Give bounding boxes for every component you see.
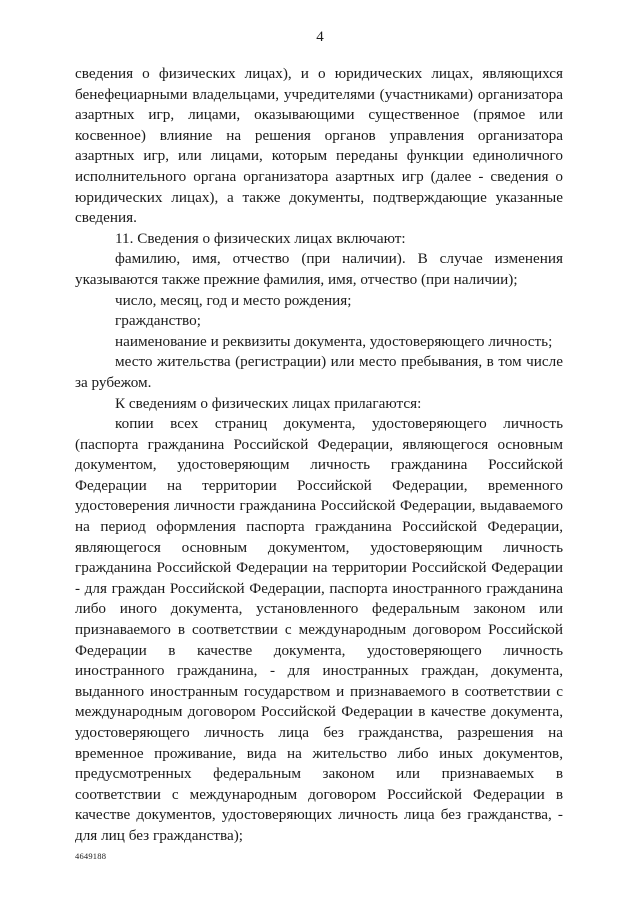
paragraph-continuation: сведения о физических лицах), и о юридических лицах, являющихся бенефециарными владельцами, учредителями (участниками) организатора азартных игр, лицами, оказывающими существенное (прямое или косвенное) влияние на решения органов управления организатора азартных игр, или лицами, которым переданы функции единоличного исполнительного органа организатора азартных игр (далее - сведения о юридических лицах), а также документы, подтверждающие указанные сведения. (75, 65, 563, 227)
document-id: 4649188 (75, 851, 107, 861)
paragraph-document-copies: копии всех страниц документа, удостоверяющего личность (паспорта гражданина Российской Федерации, являющегося основным документом, удостоверяющим личность гражданина Российской Федерации на территории Российской Федерации, временного удостоверения личности гражданина Российской Федерации, выдаваемого на период оформления паспорта гражданина Российской Федерации, являющегося основным документом, удостоверяющим личность гражданина Российской Федерации на территории Российской Федерации - для граждан Российской Федерации, паспорта иностранного гражданина либо иного документа, установленного федеральным законом или признаваемого в соответствии с международным договором Российской Федерации в качестве документа, удостоверяющего личность иностранного гражданина, - для иностранных граждан, документа, выданного иностранным государством и признаваемого в соответствии с международным договором Российской Федерации в качестве документа, удостоверяющего личность лица без гражданства, разрешения на временное проживание, вида на жительство либо иных документов, предусмотренных федеральным законом или признаваемых в соответствии с международным договором Российской Федерации в качестве документов, удостоверяющих личность лица без гражданства, - для лиц без гражданства); (75, 415, 563, 844)
paragraph-birth-date: число, месяц, год и место рождения; (115, 291, 352, 309)
paragraph-attachments-heading: К сведениям о физических лицах прилагаются: (115, 394, 422, 412)
paragraph-residence: место жительства (регистрации) или место пребывания, в том числе за рубежом. (75, 353, 563, 391)
paragraph-item-11: 11. Сведения о физических лицах включают: (115, 229, 406, 247)
paragraph-identity-document: наименование и реквизиты документа, удостоверяющего личность; (115, 332, 553, 350)
paragraph-full-name: фамилию, имя, отчество (при наличии). В случае изменения указываются также прежние фамилия, имя, отчество (при наличии); (75, 250, 563, 288)
paragraph-citizenship: гражданство; (115, 312, 201, 330)
page-number: 4 (316, 29, 324, 45)
document-body (75, 64, 563, 847)
